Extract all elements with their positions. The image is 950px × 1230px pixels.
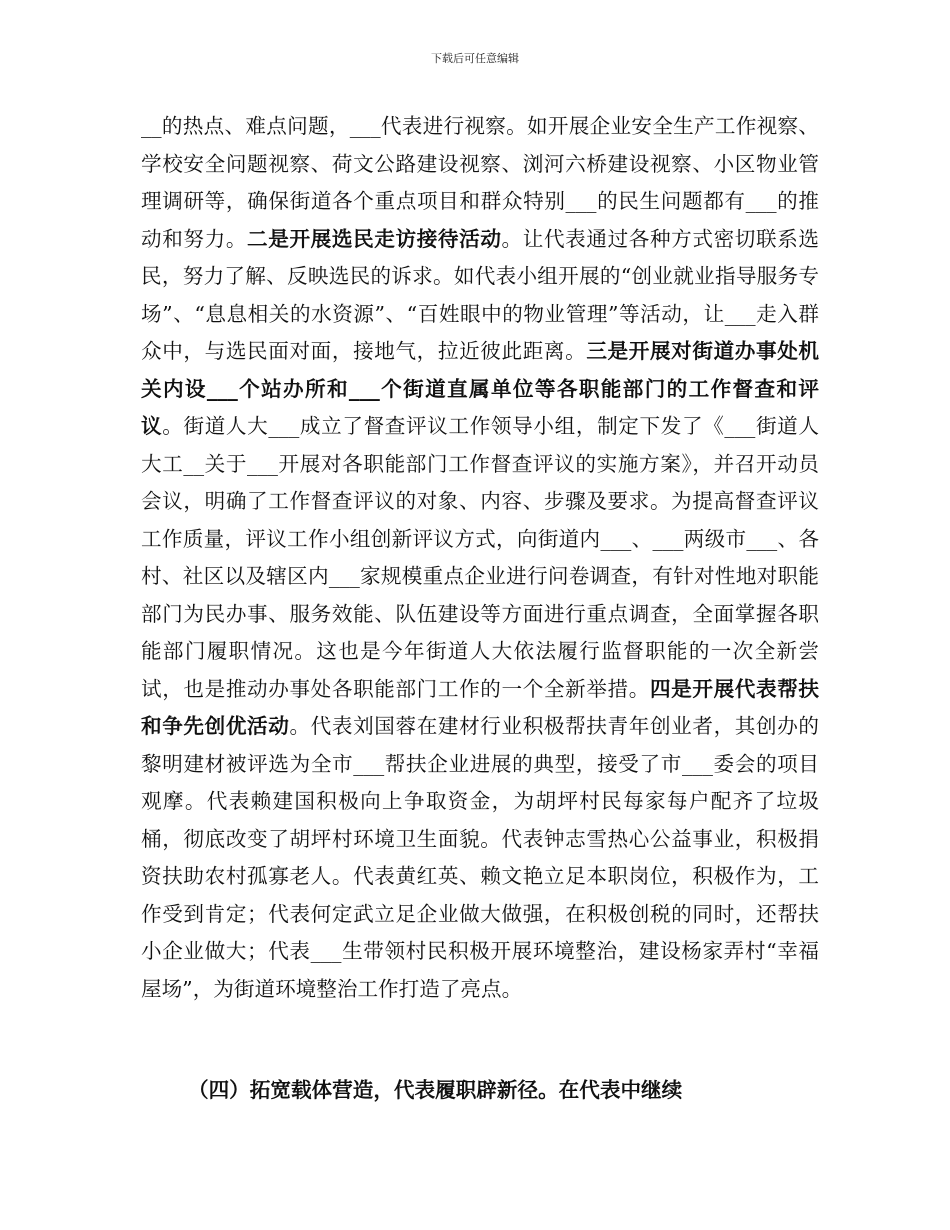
point-two-heading: 二是开展选民走访接待活动 — [247, 226, 502, 251]
section-heading: （四）拓宽载体营造，代表履职辟新径。在代表中继续 — [188, 1078, 683, 1102]
body-paragraph — [141, 108, 819, 1008]
point-four-heading: 四是开展代表帮扶和争先创优活动 — [141, 676, 820, 738]
paragraph-text: 。代表刘国蓉在建材行业积极帮扶青年创业者，其创办的黎明建材被评选为全市___帮扶企业进展的典型，接受了市___委会的项目观摩。代表赖建国积极向上争取资金，为胡坪村民每家每户配齐了垃圾桶，彻底改变了胡坪村环境卫生面貌。代表钟志雪热心公益事业，积极捐资扶助农村孤寡老人。代表黄红英、赖文艳立足本职岗位，积极作为，工作受到肯定；代表何定武立足企业做大做强，在积极创税的同时，还帮扶小企业做大；代表___生带领村民积极开展环境整治，建设杨家弄村“幸福屋场”，为街道环境整治工作打造了亮点。 — [141, 714, 820, 1001]
paragraph-text: 。街道人大___成立了督查评议工作领导小组，制定下发了《___街道人大工__关于___开展对各职能部门工作督查评议的实施方案》，并召开动员会议，明确了工作督查评议的对象、内容、步骤及要求。为提高督查评议工作质量，评议工作小组创新评议方式，向街道内___、___两级市___、各村、社区以及辖区内___家规模重点企业进行问卷调查，有针对性地对职能部门为民办事、服务效能、队伍建设等方面进行重点调查，全面掌握各职能部门履职情况。这也是今年街道人大依法履行监督职能的一次全新尝试，也是推动办事处各职能部门工作的一个全新举措。 — [141, 414, 820, 701]
paragraph-text: 。让代表通过各种方式密切联系选民，努力了解、反映选民的诉求。如代表小组开展的“创业就业指导服务专场”、“息息相关的水资源”、“百姓眼中的物业管理”等活动，让___走入群众中，与选民面对面，接地气，拉近彼此距离。 — [141, 226, 820, 363]
point-three-heading: 三是开展对街道办事处机关内设___个站办所和___个街道直属单位等各职能部门的工作督查和评议 — [141, 339, 820, 438]
page-header: 下载后可任意编辑 — [431, 52, 519, 65]
paragraph-text: __的热点、难点问题，___代表进行视察。如开展企业安全生产工作视察、学校安全问题视察、荷文公路建设视察、浏河六桥建设视察、小区物业管理调研等，确保街道各个重点项目和群众特别___的民生问题都有___的推动和努力。 — [141, 114, 819, 251]
